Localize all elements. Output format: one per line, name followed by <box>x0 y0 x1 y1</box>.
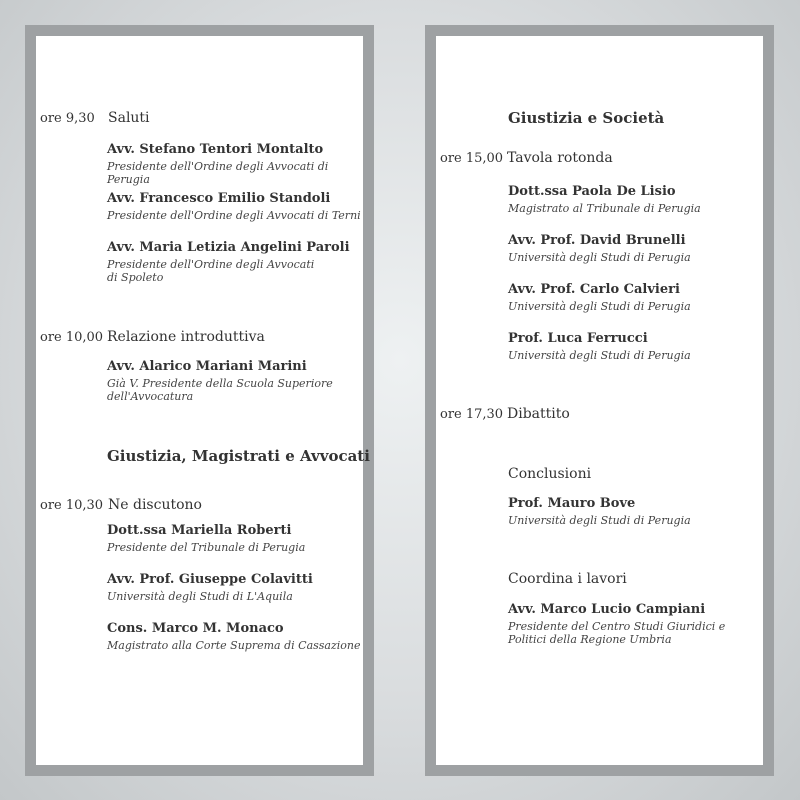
speaker-name: Avv. Maria Letizia Angelini Paroli <box>107 240 350 255</box>
section-title: Giustizia, Magistrati e Avvocati <box>107 447 370 465</box>
left-panel-frame <box>25 25 374 776</box>
speaker-name: Avv. Francesco Emilio Standoli <box>107 191 331 206</box>
speaker-role: Presidente del Centro Studi Giuridici e Politici della Regione Umbria <box>508 620 726 646</box>
speaker-role: Presidente dell'Ordine degli Avvocati di Terni <box>107 209 361 222</box>
speaker-name: Avv. Prof. Carlo Calvieri <box>508 282 680 297</box>
speaker-name: Avv. Marco Lucio Campiani <box>508 602 706 617</box>
time-tavola: ore 15,00 <box>440 151 504 166</box>
right-program-sheet <box>436 36 763 765</box>
time-discutono: ore 10,30 <box>40 498 104 513</box>
speaker-role: Presidente del Tribunale di Perugia <box>107 541 306 554</box>
right-panel-frame <box>425 25 774 776</box>
label-tavola: Tavola rotonda <box>507 150 613 166</box>
speaker-role: Università degli Studi di Perugia <box>508 251 691 264</box>
speaker-name: Avv. Prof. David Brunelli <box>508 233 686 248</box>
label-coordina: Coordina i lavori <box>508 571 627 587</box>
speaker-name: Cons. Marco M. Monaco <box>107 621 284 636</box>
section-title: Giustizia e Società <box>508 109 665 127</box>
speaker-role: Presidente dell'Ordine degli Avvocati di Spoleto <box>107 258 315 284</box>
time-saluti: ore 9,30 <box>40 111 95 126</box>
label-saluti: Saluti <box>108 110 150 126</box>
speaker-name: Dott.ssa Mariella Roberti <box>107 523 292 538</box>
speaker-role: Università degli Studi di L'Aquila <box>107 590 293 603</box>
speaker-role: Università degli Studi di Perugia <box>508 300 691 313</box>
time-relazione: ore 10,00 <box>40 330 104 345</box>
label-discutono: Ne discutono <box>108 497 202 513</box>
left-program-sheet <box>36 36 370 765</box>
speaker-name: Avv. Stefano Tentori Montalto <box>107 142 324 157</box>
label-dibattito: Dibattito <box>507 406 570 422</box>
speaker-name: Prof. Mauro Bove <box>508 496 636 511</box>
speaker-name: Avv. Alarico Mariani Marini <box>107 359 307 374</box>
speaker-role: Università degli Studi di Perugia <box>508 514 691 527</box>
speaker-role: Presidente dell'Ordine degli Avvocati di Perugia <box>107 160 329 186</box>
speaker-name: Dott.ssa Paola De Lisio <box>508 184 676 199</box>
speaker-role: Magistrato al Tribunale di Perugia <box>508 202 701 215</box>
time-dibattito: ore 17,30 <box>440 407 504 422</box>
speaker-name: Avv. Prof. Giuseppe Colavitti <box>107 572 313 587</box>
speaker-role: Già V. Presidente della Scuola Superiore dell'Avvocatura <box>107 377 333 403</box>
label-conclusioni: Conclusioni <box>508 466 592 482</box>
speaker-role: Università degli Studi di Perugia <box>508 349 691 362</box>
speaker-name: Prof. Luca Ferrucci <box>508 331 648 346</box>
speaker-role: Magistrato alla Corte Suprema di Cassazione <box>107 639 361 652</box>
label-relazione: Relazione introduttiva <box>107 329 265 345</box>
